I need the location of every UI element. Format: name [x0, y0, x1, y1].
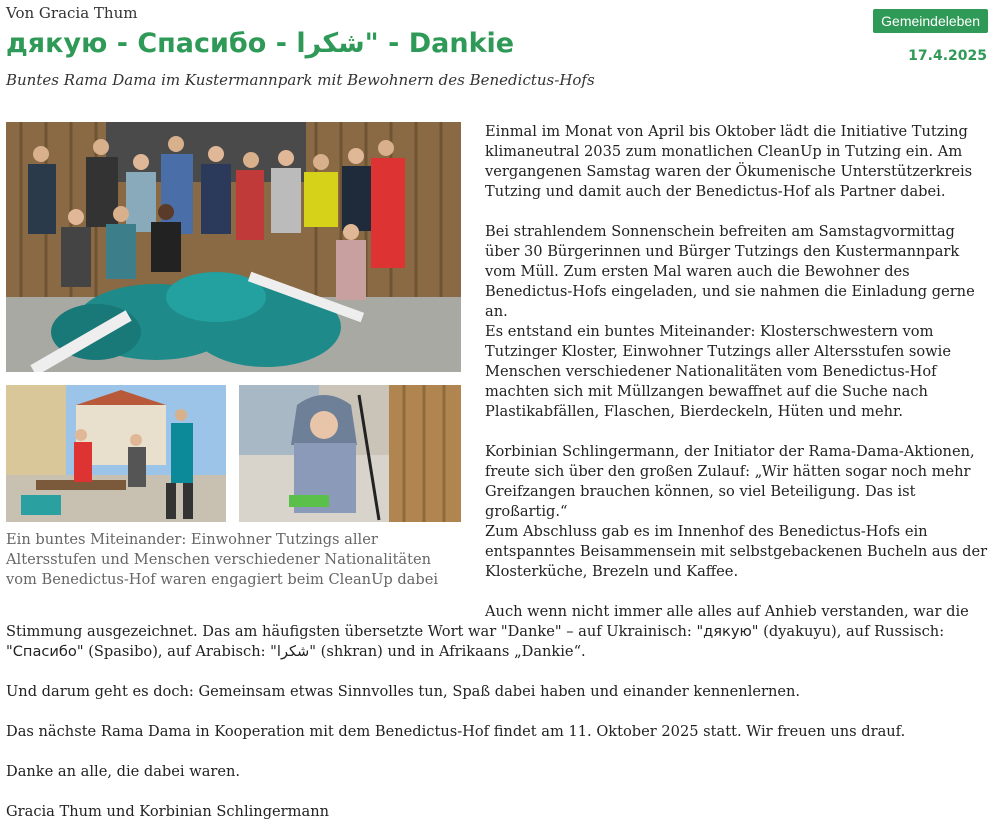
paragraph-9: Danke an alle, die dabei waren. [6, 763, 241, 780]
p6-text-c: " (Spasibo), auf Arabisch: " [76, 643, 277, 660]
article-subtitle: Buntes Rama Dama im Kustermannpark mit Bewohnern des Benedictus-Hofs [6, 71, 595, 89]
table-photo[interactable] [6, 385, 226, 522]
nun-photo[interactable] [239, 385, 461, 522]
paragraph-7: Und darum geht es doch: Gemeinsam etwas Sinnvolles tun, Spaß dabei haben und einander kennenlernen. [6, 683, 801, 700]
paragraph-5: Zum Abschluss gab es im Innenhof des Benedictus-Hofs ein entspanntes Beisammensein mit selbstgebackenen Bucheln aus der Klosterküche, Brezeln und Kaffee. [485, 523, 988, 580]
group-photo[interactable] [6, 122, 461, 372]
paragraph-6 [6, 602, 991, 662]
p6-arabic: شكرا [276, 643, 310, 660]
group-photo-illustration [6, 122, 461, 372]
p6-text-d: " (shkran) und in Afrikaans „Dankie“. [309, 643, 586, 660]
paragraph-4: Korbinian Schlingermann, der Initiator der Rama-Dama-Aktionen, freute sich über den großen Zulauf: „Wir hätten sogar noch mehr Greifzangen brauchen können, so viel Beteiligung. Das ist großartig.“ [485, 443, 975, 520]
paragraph-2: Bei strahlendem Sonnenschein befreiten am Samstagvormittag über 30 Bürgerinnen und Bürger Tutzings den Kustermannpark vom Müll. Zum ersten Mal waren auch die Bewohner des Benedictus-Hofs eingeladen, und sie nahmen die Einladung gerne an. [485, 223, 975, 320]
p6-ukrainian: дякую [703, 623, 752, 640]
paragraph-3: Es entstand ein buntes Miteinander: Klosterschwestern vom Tutzinger Kloster, Einwohner Tutzings aller Altersstufen sowie Menschen verschiedener Nationalitäten vom Benedictus-Hof machten sich mit Müllzangen bewaffnet auf die Suche nach Plastikabfällen, Flaschen, Bierdeckeln, Hüten und mehr. [485, 323, 951, 420]
paragraph-8: Das nächste Rama Dama in Kooperation mit dem Benedictus-Hof findet am 11. Oktober 2025 statt. Wir freuen uns drauf. [6, 723, 906, 740]
nun-photo-illustration [239, 385, 461, 522]
image-caption: Ein buntes Miteinander: Einwohner Tutzings aller Altersstufen und Menschen verschiedener Nationalitäten vom Benedictus-Hof waren engagiert beim CleanUp dabei [6, 531, 439, 588]
table-photo-illustration [6, 385, 226, 522]
author-byline: Von Gracia Thum [6, 4, 138, 22]
category-badge[interactable]: Gemeindeleben [873, 9, 988, 33]
article-title: дякую - Спасибо - شكرا" - Dankie [6, 28, 515, 59]
publish-date: 17.4.2025 [908, 48, 987, 64]
p6-text-a: Auch wenn nicht immer alle alles auf Anhieb verstanden, war die Stimmung ausgezeichnet. Das am häufigsten übersetzte Wort war "Danke" – auf Ukrainisch: " [6, 603, 969, 640]
p6-text-b: " (dyakuyu), auf Russisch: " [6, 623, 945, 660]
paragraph-10: Gracia Thum und Korbinian Schlingermann [6, 803, 329, 820]
p6-russian: Спасибо [12, 643, 77, 660]
paragraph-1: Einmal im Monat von April bis Oktober lädt die Initiative Tutzing klimaneutral 2035 zum monatlichen CleanUp in Tutzing ein. Am vergangenen Samstag waren der Ökumenische Unterstützerkreis Tutzing und damit auch der Benedictus-Hof als Partner dabei. [485, 123, 973, 200]
